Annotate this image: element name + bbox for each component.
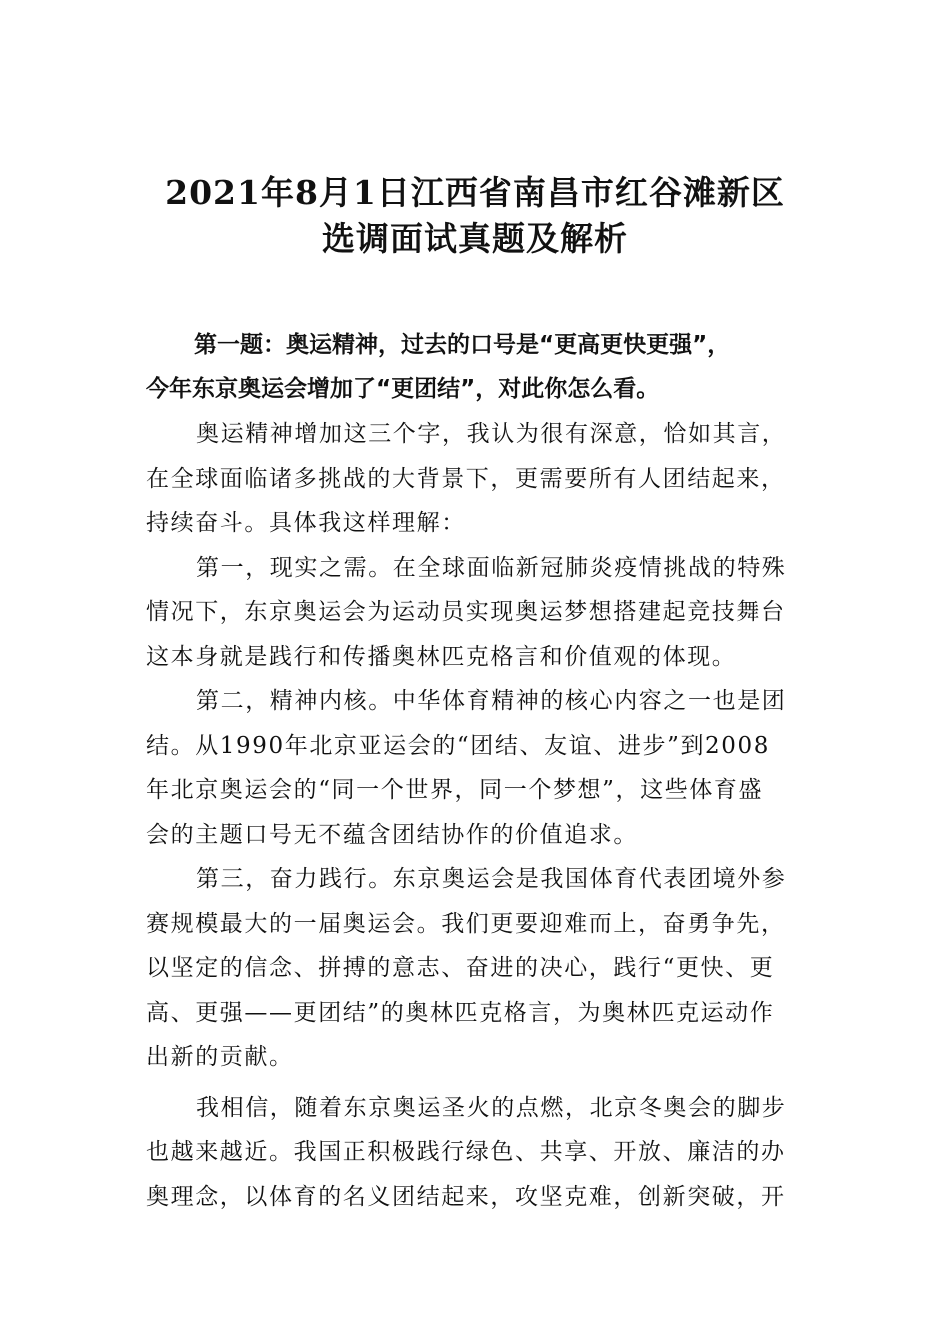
paragraph-line: 年北京奥运会的“同一个世界，同一个梦想”，这些体育盛 [146, 777, 764, 803]
title-line: 2021年8月1日江西省南昌市红谷滩新区 [165, 173, 785, 212]
paragraph-line: 也越来越近。我国正积极践行绿色、共享、开放、廉洁的办 [146, 1139, 786, 1165]
paragraph-line: 第二，精神内核。中华体育精神的核心内容之一也是团 [196, 688, 787, 714]
paragraph-line: 持续奋斗。具体我这样理解： [146, 510, 466, 536]
paragraph-line: 结。从1990年北京亚运会的“团结、友谊、进步”到2008 [146, 732, 770, 759]
paragraph [146, 1086, 808, 1220]
question-line: 第一题：奥运精神，过去的口号是“更高更快更强”， [194, 332, 731, 358]
paragraph-line: 第三，奋力践行。东京奥运会是我国体育代表团境外参 [196, 866, 787, 892]
paragraph-line: 情况下，东京奥运会为运动员实现奥运梦想搭建起竞技舞台 [146, 599, 786, 625]
paragraph-line: 在全球面临诸多挑战的大背景下，更需要所有人团结起来， [146, 465, 786, 492]
paragraph [146, 679, 808, 857]
paragraph [146, 546, 808, 680]
paragraph-line: 高、更强——更团结”的奥林匹克格言，为奥林匹克运动作 [146, 999, 775, 1026]
paragraph-line: 奥运精神增加这三个字，我认为很有深意，恰如其言， [196, 421, 787, 447]
paragraph [146, 412, 808, 546]
paragraph-line: 会的主题口号无不蕴含团结协作的价值追求。 [146, 821, 638, 848]
paragraph-line: 赛规模最大的一届奥运会。我们更要迎难而上，奋勇争先， [146, 910, 786, 937]
paragraph [146, 857, 808, 1080]
paragraph-line: 奥理念，以体育的名义团结起来，攻坚克难，创新突破，开 [146, 1183, 786, 1210]
paragraph-line: 我相信，随着东京奥运圣火的点燃，北京冬奥会的脚步 [196, 1094, 787, 1121]
paragraph-line: 以坚定的信念、拼搏的意志、奋进的决心，践行“更快、更 [146, 955, 775, 981]
paragraph-line: 出新的贡献。 [146, 1044, 294, 1070]
document-body [146, 323, 808, 1219]
question-heading [146, 323, 808, 411]
paragraph-line: 这本身就是践行和传播奥林匹克格言和价值观的体现。 [146, 643, 737, 670]
question-line: 今年东京奥运会增加了“更团结”，对此你怎么看。 [146, 376, 660, 402]
paragraph-line: 第一，现实之需。在全球面临新冠肺炎疫情挑战的特殊 [196, 554, 787, 581]
title-line: 选调面试真题及解析 [322, 219, 628, 258]
document-title [100, 170, 850, 262]
